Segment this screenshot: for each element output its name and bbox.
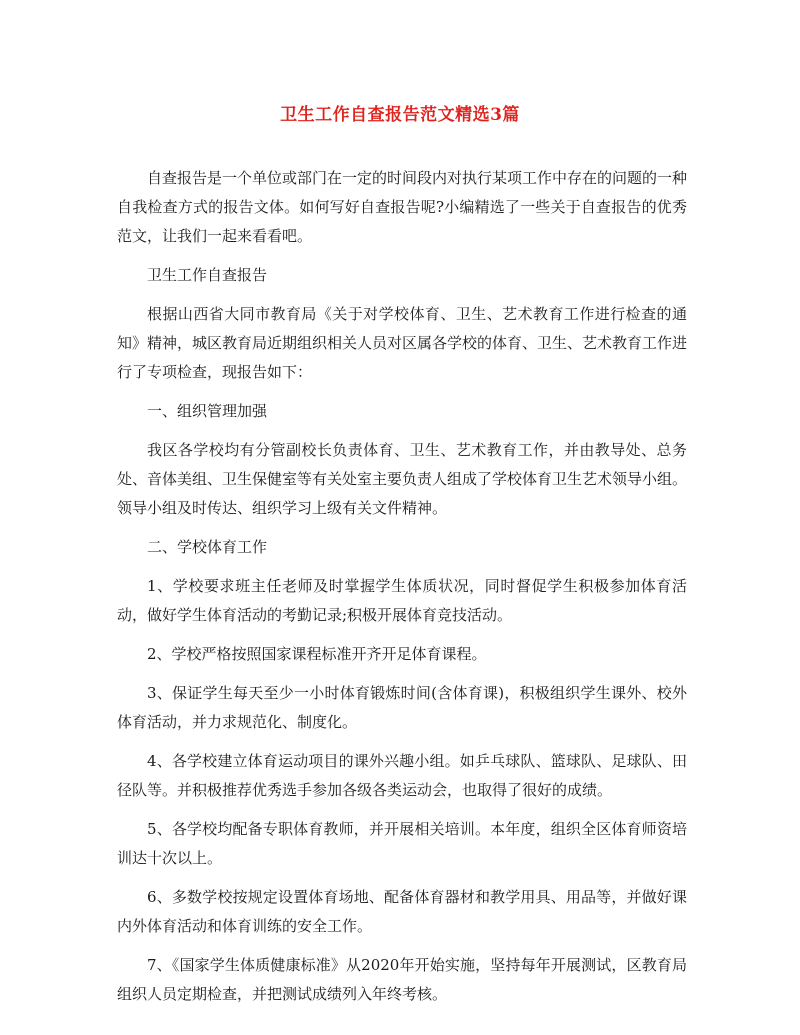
section-heading-sports: 二、学校体育工作 [147,538,268,556]
list-item: 2、学校严格按照国家课程标准开齐开足体育课程。 [147,645,487,663]
list-item: 6、多数学校按规定设置体育场地、配备体育器材和教学用具、用品等，并做好课内外体育活动和体育训练的安全工作。 [117,888,687,935]
section-heading-management: 一、组织管理加强 [147,402,268,420]
background-paragraph: 根据山西省大同市教育局《关于对学校体育、卫生、艺术教育工作进行检查的通知》精神，城区教育局近期组织相关人员对区属各学校的体育、卫生、艺术教育工作进行了专项检查，现报告如下： [117,305,688,381]
list-item: 5、各学校均配备专职体育教师，并开展相关培训。本年度，组织全区体育师资培训达十次以上。 [117,820,687,867]
document-title: 卫生工作自查报告范文精选3篇 [280,105,520,125]
list-item: 1、学校要求班主任老师及时掌握学生体质状况，同时督促学生积极参加体育活动，做好学生体育活动的考勤记录;积极开展体育竞技活动。 [117,577,687,624]
list-item: 4、各学校建立体育运动项目的课外兴趣小组。如乒乓球队、篮球队、足球队、田径队等。并积极推荐优秀选手参加各级各类运动会，也取得了很好的成绩。 [117,752,687,799]
document-body [117,164,687,1019]
list-item: 7、《国家学生体质健康标准》从2020年开始实施，坚持每年开展测试，区教育局组织人员定期检查，并把测试成绩列入年终考核。 [117,956,687,1003]
list-item: 3、保证学生每天至少一小时体育锻炼时间(含体育课)，积极组织学生课外、校外体育活动，并力求规范化、制度化。 [117,684,687,731]
report-heading: 卫生工作自查报告 [147,266,268,284]
intro-paragraph: 自查报告是一个单位或部门在一定的时间段内对执行某项工作中存在的问题的一种自我检查方式的报告文体。如何写好自查报告呢?小编精选了一些关于自查报告的优秀范文，让我们一起来看看吧。 [117,169,688,245]
management-paragraph: 我区各学校均有分管副校长负责体育、卫生、艺术教育工作，并由教导处、总务处、音体美组、卫生保健室等有关处室主要负责人组成了学校体育卫生艺术领导小组。领导小组及时传达、组织学习上级有关文件精神。 [117,441,688,517]
